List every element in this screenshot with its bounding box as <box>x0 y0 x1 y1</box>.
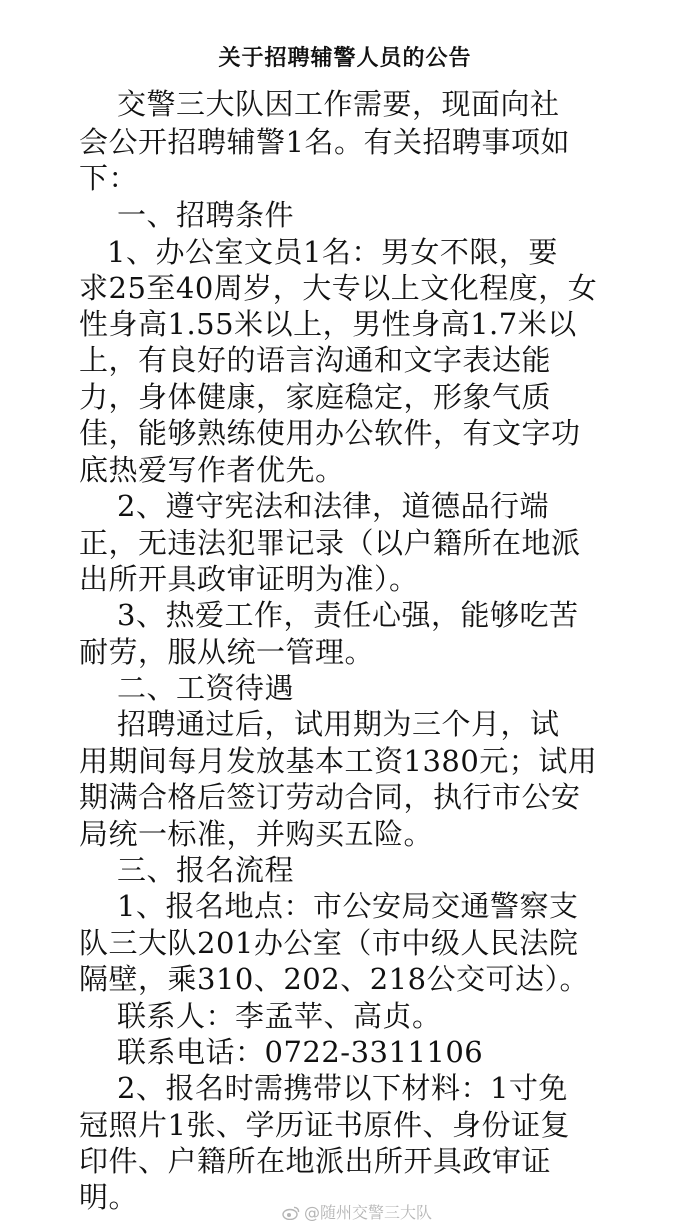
body-line: 明。 <box>79 1180 139 1214</box>
body-line: 交警三大队因工作需要，现面向社 <box>117 87 560 121</box>
body-line: 印件、户籍所在地派出所开具政审证 <box>79 1144 552 1178</box>
body-line: 冠照片1张、学历证书原件、身份证复 <box>79 1108 570 1142</box>
body-line: 1、办公室文员1名：男女不限，要 <box>107 235 558 269</box>
body-line: 隔壁，乘310、202、218公交可达）。 <box>79 962 590 996</box>
section-heading: 一、招聘条件 <box>117 198 295 232</box>
watermark-text: @随州交警三大队 <box>303 1203 432 1222</box>
body-line: 2、遵守宪法和法律，道德品行端 <box>117 489 549 523</box>
body-line: 耐劳，服从统一管理。 <box>79 635 375 669</box>
body-line: 求25至40周岁，大专以上文化程度，女 <box>79 271 598 305</box>
body-line: 会公开招聘辅警1名。有关招聘事项如 <box>79 125 570 159</box>
contact-person: 联系人：李孟苹、高贞。 <box>117 999 442 1033</box>
section-heading: 三、报名流程 <box>117 853 295 887</box>
contact-phone: 联系电话：0722-3311106 <box>117 1035 484 1069</box>
section-heading: 二、工资待遇 <box>117 671 295 705</box>
body-line: 队三大队201办公室（市中级人民法院 <box>79 926 579 960</box>
watermark <box>282 1200 432 1223</box>
body-line: 下： <box>79 161 139 195</box>
body-line: 性身高1.55米以上，男性身高1.7米以 <box>79 307 577 341</box>
body-line: 正，无违法犯罪记录（以户籍所在地派 <box>79 526 581 560</box>
body-line: 期满合格后签订劳动合同，执行市公安 <box>79 780 581 814</box>
body-line: 1、报名地点：市公安局交通警察支 <box>117 889 579 923</box>
body-line: 招聘通过后，试用期为三个月，试 <box>117 707 560 741</box>
body-line: 2、报名时需携带以下材料：1寸免 <box>117 1071 568 1105</box>
announcement-title: 关于招聘辅警人员的公告 <box>218 46 472 71</box>
body-line: 出所开具政审证明为准）。 <box>79 562 419 596</box>
weibo-icon <box>282 1205 300 1219</box>
body-line: 局统一标准，并购买五险。 <box>79 817 434 851</box>
body-line: 上，有良好的语言沟通和文字表达能 <box>79 343 552 377</box>
body-line: 底热爱写作者优先。 <box>79 453 345 487</box>
body-line: 力，身体健康，家庭稳定，形象气质 <box>79 380 552 414</box>
body-line: 3、热爱工作，责任心强，能够吃苦 <box>117 598 579 632</box>
body-line: 用期间每月发放基本工资1380元；试用 <box>79 744 598 778</box>
body-line: 佳，能够熟练使用办公软件，有文字功 <box>79 416 581 450</box>
